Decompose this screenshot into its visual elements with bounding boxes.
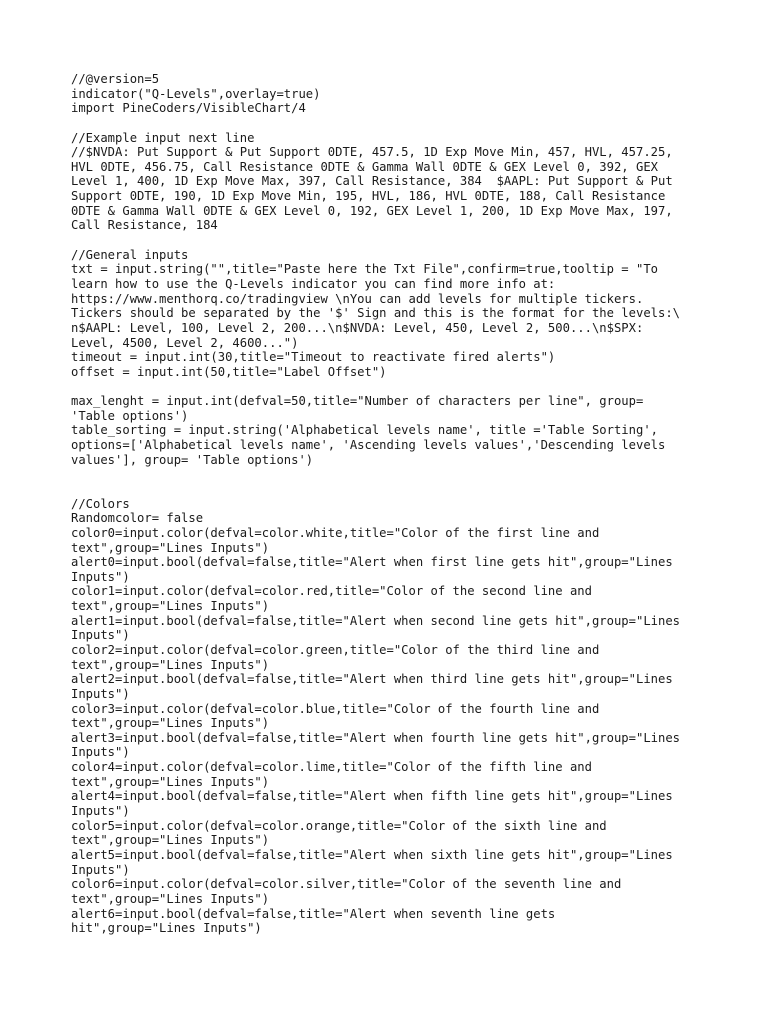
code-line: values'], group= 'Table options') xyxy=(71,452,314,467)
code-line: HVL 0DTE, 456.75, Call Resistance 0DTE & Gamma Wall 0DTE & GEX Level 0, 392, GEX xyxy=(71,159,658,174)
code-line: text",group="Lines Inputs") xyxy=(71,540,270,555)
code-line: color5=input.color(defval=color.orange,title="Color of the sixth line and xyxy=(71,818,607,833)
code-line: //@version=5 xyxy=(71,72,160,86)
code-line: alert5=input.bool(defval=false,title="Alert when sixth line gets hit",group="Lines xyxy=(71,847,673,862)
code-line: options=['Alphabetical levels name', 'Ascending levels values','Descending levels xyxy=(71,438,666,453)
code-line: text",group="Lines Inputs") xyxy=(71,716,270,731)
code-line xyxy=(71,233,701,248)
code-line: text",group="Lines Inputs") xyxy=(71,891,270,906)
code-line: alert0=input.bool(defval=false,title="Alert when first line gets hit",group="Lines xyxy=(71,555,673,570)
code-line: alert6=input.bool(defval=false,title="Alert when seventh line gets xyxy=(71,906,556,921)
code-line xyxy=(71,379,701,394)
code-line: //Colors xyxy=(71,496,130,511)
code-line: color3=input.color(defval=color.blue,title="Color of the fourth line and xyxy=(71,701,600,716)
code-line: table_sorting = input.string('Alphabetical levels name', title ='Table Sorting', xyxy=(71,423,658,438)
code-line: Inputs") xyxy=(71,862,130,877)
code-line: offset = input.int(50,title="Label Offset") xyxy=(71,364,387,379)
code-line xyxy=(71,116,701,131)
code-line: 0DTE & Gamma Wall 0DTE & GEX Level 0, 192, GEX Level 1, 200, 1D Exp Move Max, 197, xyxy=(71,203,673,218)
code-line: color6=input.color(defval=color.silver,title="Color of the seventh line and xyxy=(71,877,622,892)
code-line: color2=input.color(defval=color.green,title="Color of the third line and xyxy=(71,642,600,657)
code-line: alert2=input.bool(defval=false,title="Alert when third line gets hit",group="Lines xyxy=(71,672,673,687)
code-line: //General inputs xyxy=(71,247,189,262)
code-line: Call Resistance, 184 xyxy=(71,218,218,233)
code-line: //$NVDA: Put Support & Put Support 0DTE, 457.5, 1D Exp Move Min, 457, HVL, 457.25, xyxy=(71,145,673,160)
code-line: learn how to use the Q-Levels indicator you can find more info at: xyxy=(71,276,556,291)
code-line xyxy=(71,482,701,497)
code-document xyxy=(71,72,701,936)
code-line: //Example input next line xyxy=(71,130,255,145)
code-line: Inputs") xyxy=(71,686,130,701)
code-line: Randomcolor= false xyxy=(71,511,204,526)
code-line: Inputs") xyxy=(71,628,130,643)
code-line: alert3=input.bool(defval=false,title="Alert when fourth line gets hit",group="Lines xyxy=(71,730,681,745)
code-line: color0=input.color(defval=color.white,title="Color of the first line and xyxy=(71,525,600,540)
code-line: txt = input.string("",title="Paste here the Txt File",confirm=true,tooltip = "To xyxy=(71,262,658,277)
code-line: Tickers should be separated by the '$' Sign and this is the format for the levels:\ xyxy=(71,306,681,321)
code-line: color1=input.color(defval=color.red,title="Color of the second line and xyxy=(71,584,592,599)
code-line: color4=input.color(defval=color.lime,title="Color of the fifth line and xyxy=(71,760,592,775)
code-line: max_lenght = input.int(defval=50,title="Number of characters per line", group= xyxy=(71,394,644,409)
code-line: Support 0DTE, 190, 1D Exp Move Min, 195, HVL, 186, HVL 0DTE, 188, Call Resistance xyxy=(71,189,666,204)
code-line: Level 1, 400, 1D Exp Move Max, 397, Call Resistance, 384 $AAPL: Put Support & Put xyxy=(71,174,673,189)
code-line: indicator("Q-Levels",overlay=true) xyxy=(71,86,321,101)
code-line: Inputs") xyxy=(71,569,130,584)
code-line: text",group="Lines Inputs") xyxy=(71,833,270,848)
code-line: hit",group="Lines Inputs") xyxy=(71,921,262,936)
code-line: 'Table options') xyxy=(71,408,189,423)
code-line: text",group="Lines Inputs") xyxy=(71,774,270,789)
code-line: timeout = input.int(30,title="Timeout to reactivate fired alerts") xyxy=(71,350,556,365)
code-line: text",group="Lines Inputs") xyxy=(71,657,270,672)
code-line: n$AAPL: Level, 100, Level 2, 200...\n$NVDA: Level, 450, Level 2, 500...\n$SPX: xyxy=(71,320,644,335)
code-line: Inputs") xyxy=(71,804,130,819)
code-line: import PineCoders/VisibleChart/4 xyxy=(71,101,306,116)
code-line: text",group="Lines Inputs") xyxy=(71,599,270,614)
code-line: Inputs") xyxy=(71,745,130,760)
code-line: alert4=input.bool(defval=false,title="Alert when fifth line gets hit",group="Lines xyxy=(71,789,673,804)
code-line: https://www.menthorq.co/tradingview \nYou can add levels for multiple tickers. xyxy=(71,291,644,306)
code-line: alert1=input.bool(defval=false,title="Alert when second line gets hit",group="Lines xyxy=(71,613,681,628)
code-line: Level, 4500, Level 2, 4600...") xyxy=(71,335,299,350)
code-line xyxy=(71,467,701,482)
